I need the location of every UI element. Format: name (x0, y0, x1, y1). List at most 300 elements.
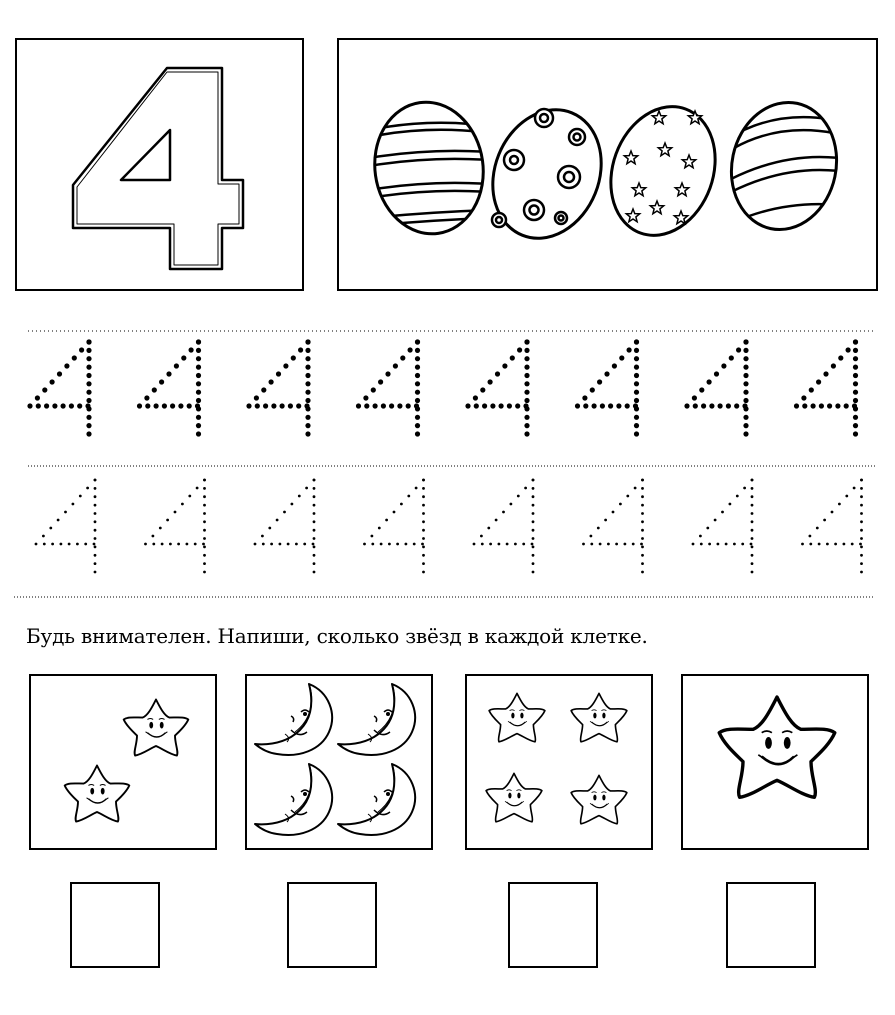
trace-dot (415, 373, 420, 378)
trace-dot (590, 535, 593, 538)
trace-dot (422, 512, 425, 515)
trace-dot (363, 395, 368, 400)
trace-dot (616, 403, 621, 408)
trace-dot (592, 403, 597, 408)
smiling-crescent-moon-icon (255, 684, 332, 755)
smiling-crescent-moon-icon (338, 684, 415, 755)
trace-dot (624, 543, 627, 546)
trace-dot (261, 535, 264, 538)
trace-dot (474, 403, 479, 408)
trace-dot (634, 423, 639, 428)
trace-dot (860, 504, 863, 507)
trace-dot (415, 390, 420, 395)
trace-dot (502, 511, 505, 514)
trace-dot (853, 365, 858, 370)
trace-dot (860, 479, 863, 482)
trace-dot (619, 355, 624, 360)
trace-dot (203, 512, 206, 515)
trace-dot (597, 379, 602, 384)
trace-dot (860, 512, 863, 515)
dotted-digit-four[interactable] (684, 339, 748, 436)
trace-dot (706, 527, 709, 530)
trace-dot (860, 571, 863, 574)
trace-dot (203, 504, 206, 507)
trace-dot (279, 543, 282, 546)
trace-dot (86, 373, 91, 378)
trace-dot (298, 347, 303, 352)
dotted-digit-four[interactable] (794, 339, 858, 436)
trace-dot (385, 371, 390, 376)
trace-dot (853, 381, 858, 386)
trace-dot (741, 543, 744, 546)
trace-dot (524, 487, 527, 490)
trace-dot (507, 403, 512, 408)
stars-egg-icon (593, 92, 732, 250)
trace-dot (152, 543, 155, 546)
trace-dot (802, 403, 807, 408)
trace-dot (844, 403, 849, 408)
trace-dot (389, 403, 394, 408)
trace-dot (816, 379, 821, 384)
trace-dot (499, 403, 504, 408)
trace-dot (831, 511, 834, 514)
trace-dot (51, 543, 54, 546)
trace-dot (415, 381, 420, 386)
trace-dot (313, 495, 316, 498)
trace-dot (743, 381, 748, 386)
trace-dot (378, 379, 383, 384)
trace-dot (590, 387, 595, 392)
trace-dot (35, 543, 38, 546)
trace-dot (583, 403, 588, 408)
trace-dot (305, 423, 310, 428)
light-dotted-digit-four[interactable] (144, 479, 206, 574)
trace-dot (532, 537, 535, 540)
trace-dot (189, 347, 194, 352)
tracing-row-bold[interactable] (27, 339, 858, 436)
smiling-star-icon (571, 775, 627, 823)
trace-dot (94, 512, 97, 515)
trace-dot (261, 387, 266, 392)
trace-dot (743, 431, 748, 436)
trace-dot (626, 495, 629, 498)
trace-dot (196, 373, 201, 378)
trace-dot (305, 339, 310, 344)
trace-dot (94, 546, 97, 549)
dotted-digit-four[interactable] (137, 339, 201, 436)
trace-dot (794, 403, 799, 408)
trace-dot (853, 356, 858, 361)
dotted-digit-four[interactable] (27, 339, 91, 436)
trace-dot (801, 395, 806, 400)
trace-dot (276, 371, 281, 376)
trace-dot (489, 543, 492, 546)
trace-dot (726, 403, 731, 408)
trace-dot (400, 503, 403, 506)
trace-dot (196, 415, 201, 420)
picture-box-1 (29, 674, 217, 850)
trace-dot (818, 543, 821, 546)
trace-dot (692, 395, 697, 400)
trace-dot (692, 543, 695, 546)
trace-dot (305, 365, 310, 370)
trace-dot (514, 543, 517, 546)
trace-dot (634, 373, 639, 378)
trace-dot (177, 543, 180, 546)
trace-dot (531, 543, 534, 546)
trace-dot (283, 511, 286, 514)
trace-dot (94, 487, 97, 490)
trace-dot (634, 390, 639, 395)
trace-dot (86, 356, 91, 361)
trace-dot (714, 519, 717, 522)
trace-dot (743, 487, 746, 490)
light-dotted-digit-four[interactable] (35, 479, 97, 574)
trace-dot (743, 406, 748, 411)
trace-dot (86, 423, 91, 428)
trace-dot (262, 543, 265, 546)
trace-dot (35, 395, 40, 400)
trace-dot (634, 415, 639, 420)
trace-dot (283, 363, 288, 368)
picture-box-4 (681, 674, 869, 850)
trace-dot (393, 363, 398, 368)
answer-box-2[interactable] (287, 882, 377, 968)
trace-dot (64, 363, 69, 368)
trace-dot (422, 520, 425, 523)
trace-dot (495, 519, 498, 522)
trace-dot (641, 504, 644, 507)
trace-dot (600, 403, 605, 408)
trace-dot (729, 355, 734, 360)
trace-dot (313, 546, 316, 549)
answer-box-4[interactable] (726, 882, 816, 968)
trace-dot (532, 562, 535, 565)
trace-dot (524, 390, 529, 395)
trace-dot (831, 363, 836, 368)
trace-dot (313, 487, 316, 490)
trace-dot (480, 535, 483, 538)
trace-dot (196, 356, 201, 361)
trace-dot (853, 423, 858, 428)
light-dotted-digit-four[interactable] (582, 479, 644, 574)
trace-dot (853, 431, 858, 436)
trace-dot (481, 543, 484, 546)
trace-dot (524, 365, 529, 370)
trace-dot (693, 403, 698, 408)
trace-dot (271, 403, 276, 408)
trace-dot (86, 390, 91, 395)
trace-dot (79, 347, 84, 352)
smiling-crescent-moon-icon (338, 764, 415, 835)
trace-dot (733, 543, 736, 546)
trace-dot (422, 562, 425, 565)
trace-dot (42, 387, 47, 392)
trace-dot (72, 503, 75, 506)
trace-dot (57, 371, 62, 376)
trace-dot (422, 479, 425, 482)
trace-dot (751, 546, 754, 549)
circles-egg-icon (474, 93, 620, 254)
trace-dot (415, 348, 420, 353)
trace-dot (280, 403, 285, 408)
trace-dot (174, 363, 179, 368)
trace-dot (853, 406, 858, 411)
trace-dot (495, 371, 500, 376)
trace-dot (27, 403, 32, 408)
trace-dot (627, 347, 632, 352)
trace-dot (700, 543, 703, 546)
trace-dot (196, 348, 201, 353)
trace-dot (246, 403, 251, 408)
trace-dot (144, 543, 147, 546)
trace-dot (851, 543, 854, 546)
trace-dot (188, 495, 191, 498)
trace-dot (490, 403, 495, 408)
trace-dot (178, 403, 183, 408)
trace-dot (94, 537, 97, 540)
trace-dot (50, 379, 55, 384)
trace-dot (94, 504, 97, 507)
trace-dot (532, 487, 535, 490)
trace-dot (641, 546, 644, 549)
picture-box-4-svg (683, 676, 867, 848)
trace-dot (388, 543, 391, 546)
trace-dot (524, 356, 529, 361)
picture-box-2 (245, 674, 433, 850)
trace-dot (397, 403, 402, 408)
trace-dot (305, 356, 310, 361)
trace-dot (634, 365, 639, 370)
dotted-digit-four[interactable] (575, 339, 639, 436)
trace-dot (203, 537, 206, 540)
smiling-crescent-moon-icon (255, 764, 332, 835)
trace-dot (305, 390, 310, 395)
trace-dot (313, 571, 316, 574)
answer-box-3[interactable] (508, 882, 598, 968)
trace-dot (625, 403, 630, 408)
trace-dot (607, 543, 610, 546)
trace-dot (743, 415, 748, 420)
trace-dot (590, 543, 593, 546)
trace-dot (203, 554, 206, 557)
light-dotted-digit-four[interactable] (254, 479, 316, 574)
light-dotted-digit-four[interactable] (473, 479, 535, 574)
trace-dot (196, 365, 201, 370)
tracing-row-light[interactable] (35, 479, 863, 574)
trace-dot (305, 406, 310, 411)
trace-dot (72, 355, 77, 360)
trace-dot (203, 487, 206, 490)
trace-dot (751, 487, 754, 490)
trace-dot (826, 543, 829, 546)
trace-dot (641, 529, 644, 532)
trace-dot (575, 403, 580, 408)
big-digit-svg (17, 40, 302, 289)
trace-dot (94, 520, 97, 523)
trace-dot (751, 495, 754, 498)
trace-dot (597, 527, 600, 530)
trace-dot (305, 431, 310, 436)
dotted-digit-four[interactable] (356, 339, 420, 436)
trace-dot (254, 395, 259, 400)
trace-dot (288, 403, 293, 408)
trace-dot (371, 387, 376, 392)
trace-dot (415, 415, 420, 420)
smiling-star-icon (489, 693, 545, 741)
trace-dot (276, 519, 279, 522)
trace-dot (422, 554, 425, 557)
trace-dot (166, 519, 169, 522)
trace-dot (313, 520, 316, 523)
trace-dot (599, 543, 602, 546)
trace-dot (524, 339, 529, 344)
trace-dot (76, 543, 79, 546)
trace-dot (86, 431, 91, 436)
eggs-box (337, 38, 878, 291)
trace-dot (751, 529, 754, 532)
trace-dot (634, 381, 639, 386)
trace-dot (356, 403, 361, 408)
trace-dot (296, 403, 301, 408)
trace-dot (194, 543, 197, 546)
trace-dot (641, 520, 644, 523)
trace-dot (743, 348, 748, 353)
trace-dot (422, 487, 425, 490)
trace-dot (634, 406, 639, 411)
trace-dot (736, 495, 739, 498)
trace-dot (612, 511, 615, 514)
smiling-star-icon (571, 693, 627, 741)
trace-dot (809, 387, 814, 392)
trace-dot (371, 543, 374, 546)
trace-dot (524, 348, 529, 353)
trace-dot (699, 387, 704, 392)
trace-dot (186, 543, 189, 546)
trace-dot (751, 562, 754, 565)
trace-dot (196, 339, 201, 344)
trace-dot (634, 431, 639, 436)
trace-dot (860, 537, 863, 540)
trace-dot (524, 398, 529, 403)
trace-dot (634, 487, 637, 490)
trace-dot (270, 543, 273, 546)
light-dotted-digit-four[interactable] (801, 479, 863, 574)
trace-dot (615, 543, 618, 546)
dotted-digit-four[interactable] (246, 339, 310, 436)
trace-dot (313, 537, 316, 540)
trace-dot (371, 535, 374, 538)
trace-dot (86, 348, 91, 353)
trace-dot (823, 519, 826, 522)
trace-dot (743, 390, 748, 395)
trace-dot (57, 519, 60, 522)
answer-box-1[interactable] (70, 882, 160, 968)
smiling-star-icon (65, 766, 130, 822)
picture-box-3-svg (467, 676, 651, 848)
trace-dot (154, 403, 159, 408)
trace-dot (725, 543, 728, 546)
trace-dot (487, 527, 490, 530)
trace-dot (422, 571, 425, 574)
trace-dot (313, 512, 316, 515)
trace-dot (641, 487, 644, 490)
trace-dot (268, 527, 271, 530)
trace-dot (166, 371, 171, 376)
trace-dot (532, 504, 535, 507)
trace-dot (313, 554, 316, 557)
trace-dot (827, 403, 832, 408)
light-dotted-digit-four[interactable] (692, 479, 754, 574)
trace-dot (684, 403, 689, 408)
trace-dot (843, 543, 846, 546)
trace-dot (313, 529, 316, 532)
light-dotted-digit-four[interactable] (363, 479, 425, 574)
trace-dot (699, 535, 702, 538)
trace-dot (482, 403, 487, 408)
trace-dot (137, 403, 142, 408)
picture-box-1-svg (31, 676, 215, 848)
trace-dot (86, 487, 89, 490)
trace-dot (86, 415, 91, 420)
trace-dot (502, 363, 507, 368)
trace-dot (860, 520, 863, 523)
picture-box-3 (465, 674, 653, 850)
trace-dot (860, 546, 863, 549)
trace-dot (295, 543, 298, 546)
trace-dot (524, 406, 529, 411)
trace-dot (94, 529, 97, 532)
trace-dot (835, 403, 840, 408)
trace-dot (532, 495, 535, 498)
trace-dot (93, 543, 96, 546)
trace-dot (422, 529, 425, 532)
trace-dot (396, 543, 399, 546)
trace-dot (640, 543, 643, 546)
trace-dot (743, 373, 748, 378)
trace-dot (254, 543, 257, 546)
trace-dot (287, 543, 290, 546)
trace-dot (809, 535, 812, 538)
trace-dot (819, 403, 824, 408)
trace-dot (400, 355, 405, 360)
trace-dot (305, 348, 310, 353)
trace-dot (860, 487, 863, 490)
trace-dot (94, 562, 97, 565)
trace-dot (582, 395, 587, 400)
trace-dot (524, 423, 529, 428)
trace-dot (736, 347, 741, 352)
trace-dot (608, 403, 613, 408)
trace-dot (68, 543, 71, 546)
trace-dot (838, 503, 841, 506)
trace-dot (305, 373, 310, 378)
trace-dot (305, 398, 310, 403)
trace-dot (415, 365, 420, 370)
trace-dot (52, 403, 57, 408)
trace-dot (196, 431, 201, 436)
trace-dot (524, 381, 529, 386)
trace-dot (159, 527, 162, 530)
trace-dot (838, 355, 843, 360)
dotted-digit-four[interactable] (465, 339, 529, 436)
smiling-star-icon (486, 773, 542, 821)
trace-dot (187, 403, 192, 408)
trace-dot (515, 403, 520, 408)
trace-dot (406, 403, 411, 408)
trace-dot (641, 512, 644, 515)
trace-dot (203, 571, 206, 574)
